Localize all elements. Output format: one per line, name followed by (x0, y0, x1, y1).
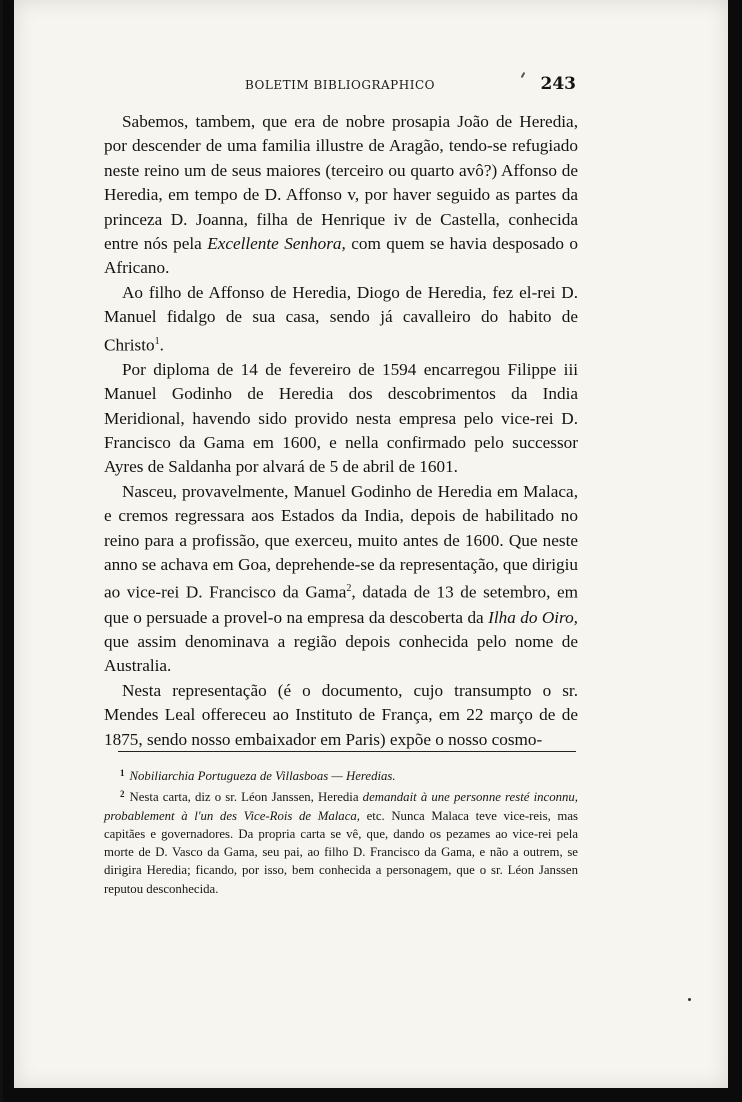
text-run: que assim denominava a região depois conhecida pelo nome de Australia. (104, 632, 578, 676)
main-text (104, 110, 578, 752)
footnote-text: Nesta carta, diz o sr. Léon Janssen, Heredia (129, 790, 363, 805)
scan-edge (0, 0, 3, 1102)
paragraph: Nesta representação (é o documento, cujo transumpto o sr. Mendes Leal offereceu ao Instituto de França, em 22 março de de 1875, sendo nosso embaixador em Paris) expõe o nosso cosmo- (104, 680, 578, 749)
footnote-rule (118, 751, 576, 752)
text-run: . (159, 335, 164, 355)
page-number: 243 (540, 74, 576, 94)
paragraph (104, 110, 578, 281)
footnote-italic: demandait à une personne resté inconnu, probablement à l'un des Vice-Rois de Malaca, (104, 790, 579, 823)
footnote-mark: 1 (120, 768, 125, 778)
paragraph (104, 480, 578, 679)
text-run: Sabemos, tambem, que era de nobre prosapia João de Heredia, por descender de uma familia illustre de Aragão, tendo-se refugiado neste reino um de seus maiores (terceiro ou quarto avô?) Affonso de Heredia, em tempo de D. Affonso v, por haver seguido as partes da princeza D. Joanna, filha de Henrique iv de Castella, conhecida entre nós pela (104, 112, 578, 254)
page-header (106, 76, 576, 96)
dust-speck (688, 998, 691, 1001)
text-run: Ao filho de Affonso de Heredia, Diogo de Heredia, fez el-rei D. Manuel fidalgo de sua casa, sendo já cavalleiro do habito de Christo (104, 282, 578, 355)
footnote-1 (104, 764, 578, 785)
footnotes (104, 764, 578, 898)
running-title: BOLETIM BIBLIOGRAPHICO (245, 78, 435, 92)
footnote-reference: 2 (346, 583, 352, 595)
paragraph (104, 281, 578, 358)
paragraph: Por diploma de 14 de fevereiro de 1594 encarregou Filippe iii Manuel Godinho de Heredia dos descobrimentos da India Meridional, havendo sido provido nesta empresa pelo vice-rei D. Francisco da Gama em 1600, e nella confirmado pelo successor Ayres de Saldanha por alvará de 5 de abril de 1601. (104, 359, 578, 477)
footnote-text: Nobiliarchia Portugueza de Villasboas — Heredias. (129, 769, 396, 783)
text-run: Nasceu, provavelmente, Manuel Godinho de Heredia em Malaca, e cremos regressara aos Estados da India, depois de habilitado no reino para a profissão, que exerceu, muito antes de 1600. Que neste anno se achava em Goa, deprehende-se da representação, que dirigiu ao vice-rei D. Francisco da Gama (104, 481, 578, 603)
footnote-mark: 2 (120, 789, 125, 800)
text-run: com quem se havia desposado o Africano. (104, 234, 578, 278)
italic-phrase: Ilha do Oiro, (488, 607, 578, 627)
text-run: , datada de 13 de setembro, em que o persuade a provel-o na empresa da descoberta da (104, 583, 578, 627)
footnote-reference: 1 (154, 335, 160, 347)
italic-phrase: Excellente Senhora, (207, 234, 346, 254)
footnote-text: etc. Nunca Malaca teve vice-reis, mas capitães e governadores. Da propria carta se vê, que, dando os pezames ao vice-rei pela morte de D. Vasco da Gama, seu pai, ao filho D. Francisco da Gama, e não a outrem, se dirigira Heredia; ficando, por isso, bem conhecida a personagem, que o sr. Léon Janssen reputou desconhecida. (104, 808, 578, 896)
footnote-2 (104, 785, 578, 898)
